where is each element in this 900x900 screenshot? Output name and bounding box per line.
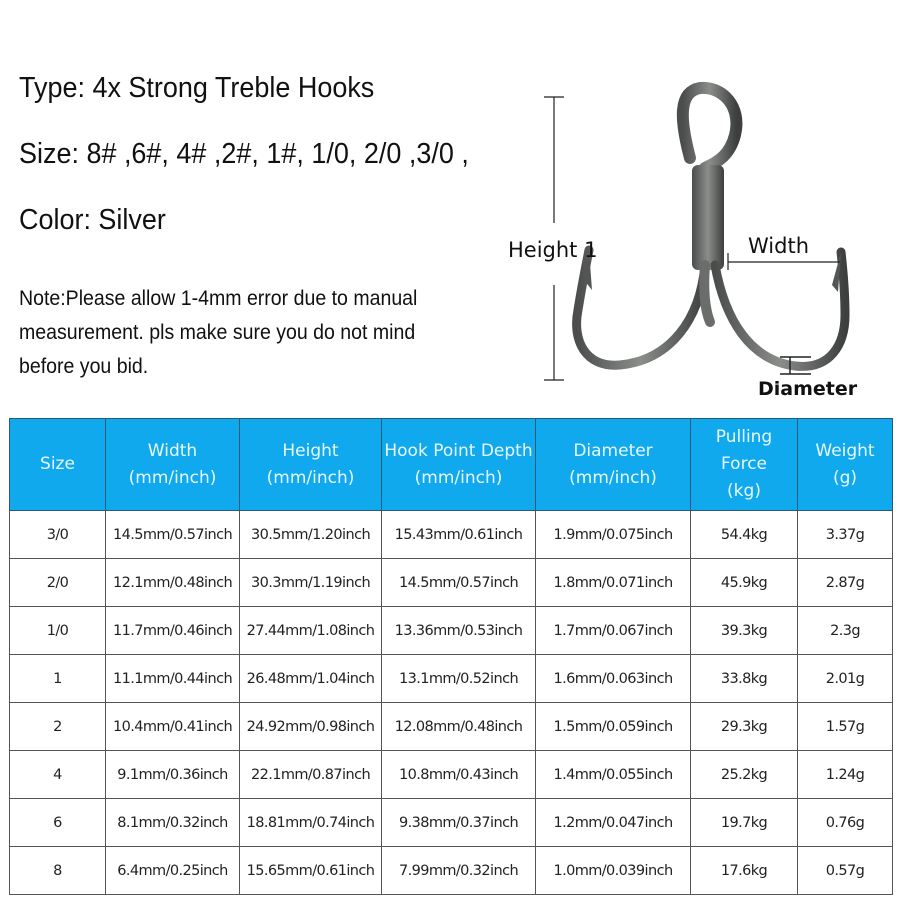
col-header-diameter: Diameter (mm/inch) — [536, 419, 691, 511]
cell-height: 22.1mm/0.87inch — [240, 751, 382, 799]
cell-hook-point-depth: 9.38mm/0.37inch — [382, 799, 536, 847]
cell-width: 12.1mm/0.48inch — [106, 559, 240, 607]
size-spec-table — [9, 418, 893, 895]
cell-weight: 2.01g — [798, 655, 893, 703]
product-color: Color: Silver — [19, 204, 166, 236]
cell-diameter: 1.5mm/0.059inch — [536, 703, 691, 751]
cell-width: 8.1mm/0.32inch — [106, 799, 240, 847]
cell-hook-point-depth: 13.36mm/0.53inch — [382, 607, 536, 655]
cell-diameter: 1.6mm/0.063inch — [536, 655, 691, 703]
cell-pulling-force: 29.3kg — [691, 703, 798, 751]
col-header-width: Width (mm/inch) — [106, 419, 240, 511]
table-row — [10, 703, 893, 751]
cell-weight: 2.3g — [798, 607, 893, 655]
cell-height: 30.3mm/1.19inch — [240, 559, 382, 607]
cell-diameter: 1.2mm/0.047inch — [536, 799, 691, 847]
table-row — [10, 751, 893, 799]
table-header-row — [10, 419, 893, 511]
cell-size: 8 — [10, 847, 106, 895]
note-line: Note:Please allow 1-4mm error due to manual — [19, 287, 418, 310]
cell-size: 2 — [10, 703, 106, 751]
cell-weight: 2.87g — [798, 559, 893, 607]
cell-height: 15.65mm/0.61inch — [240, 847, 382, 895]
cell-height: 24.92mm/0.98inch — [240, 703, 382, 751]
cell-pulling-force: 54.4kg — [691, 511, 798, 559]
cell-size: 2/0 — [10, 559, 106, 607]
cell-weight: 0.57g — [798, 847, 893, 895]
cell-diameter: 1.9mm/0.075inch — [536, 511, 691, 559]
table-row — [10, 607, 893, 655]
cell-size: 1/0 — [10, 607, 106, 655]
cell-weight: 0.76g — [798, 799, 893, 847]
cell-weight: 1.24g — [798, 751, 893, 799]
product-type: Type: 4x Strong Treble Hooks — [19, 72, 375, 104]
note-line: before you bid. — [19, 355, 149, 378]
cell-height: 27.44mm/1.08inch — [240, 607, 382, 655]
cell-width: 14.5mm/0.57inch — [106, 511, 240, 559]
cell-hook-point-depth: 15.43mm/0.61inch — [382, 511, 536, 559]
cell-pulling-force: 25.2kg — [691, 751, 798, 799]
cell-pulling-force: 39.3kg — [691, 607, 798, 655]
height-label: Height 1 — [508, 238, 598, 262]
cell-diameter: 1.0mm/0.039inch — [536, 847, 691, 895]
cell-pulling-force: 45.9kg — [691, 559, 798, 607]
cell-pulling-force: 19.7kg — [691, 799, 798, 847]
cell-width: 9.1mm/0.36inch — [106, 751, 240, 799]
col-header-pulling-force: Pulling Force (kg) — [691, 419, 798, 511]
table-row — [10, 799, 893, 847]
cell-height: 30.5mm/1.20inch — [240, 511, 382, 559]
cell-width: 10.4mm/0.41inch — [106, 703, 240, 751]
cell-width: 11.7mm/0.46inch — [106, 607, 240, 655]
cell-diameter: 1.4mm/0.055inch — [536, 751, 691, 799]
hook-diagram — [500, 60, 900, 410]
col-header-size: Size — [10, 419, 106, 511]
col-header-height: Height (mm/inch) — [240, 419, 382, 511]
cell-hook-point-depth: 13.1mm/0.52inch — [382, 655, 536, 703]
cell-height: 26.48mm/1.04inch — [240, 655, 382, 703]
cell-hook-point-depth: 14.5mm/0.57inch — [382, 559, 536, 607]
col-header-weight: Weight (g) — [798, 419, 893, 511]
table-row — [10, 511, 893, 559]
cell-weight: 3.37g — [798, 511, 893, 559]
cell-weight: 1.57g — [798, 703, 893, 751]
product-sizes: Size: 8# ,6#, 4# ,2#, 1#, 1/0, 2/0 ,3/0 , — [19, 138, 469, 170]
table-row — [10, 655, 893, 703]
col-header-hook-point-depth: Hook Point Depth (mm/inch) — [382, 419, 536, 511]
table-row — [10, 847, 893, 895]
treble-hook-icon — [500, 60, 900, 410]
measurement-note — [19, 282, 484, 384]
note-line: measurement. pls make sure you do not mind — [19, 321, 416, 344]
cell-diameter: 1.7mm/0.067inch — [536, 607, 691, 655]
cell-hook-point-depth: 10.8mm/0.43inch — [382, 751, 536, 799]
cell-pulling-force: 33.8kg — [691, 655, 798, 703]
cell-size: 6 — [10, 799, 106, 847]
table-row — [10, 559, 893, 607]
cell-width: 6.4mm/0.25inch — [106, 847, 240, 895]
cell-size: 3/0 — [10, 511, 106, 559]
cell-height: 18.81mm/0.74inch — [240, 799, 382, 847]
width-label: Width — [748, 234, 810, 258]
cell-size: 1 — [10, 655, 106, 703]
cell-hook-point-depth: 12.08mm/0.48inch — [382, 703, 536, 751]
cell-pulling-force: 17.6kg — [691, 847, 798, 895]
cell-size: 4 — [10, 751, 106, 799]
cell-width: 11.1mm/0.44inch — [106, 655, 240, 703]
cell-diameter: 1.8mm/0.071inch — [536, 559, 691, 607]
diameter-label: Diameter — [758, 378, 858, 400]
cell-hook-point-depth: 7.99mm/0.32inch — [382, 847, 536, 895]
